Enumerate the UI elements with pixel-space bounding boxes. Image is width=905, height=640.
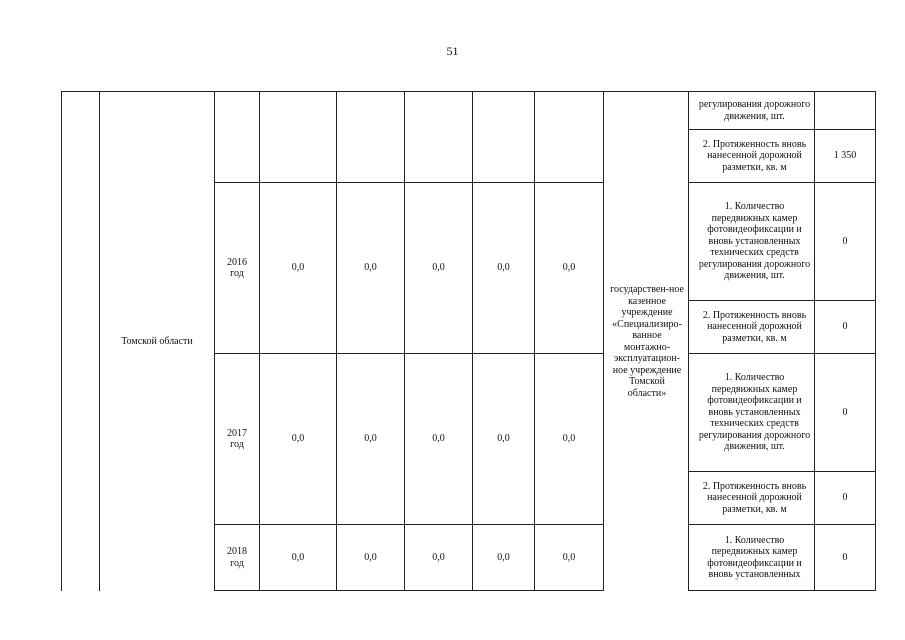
funding-value: 0,0 bbox=[405, 354, 473, 525]
funding-value: 0,0 bbox=[535, 525, 604, 591]
indicator-cell: регулирования дорожного движения, шт. bbox=[689, 92, 815, 130]
year-label: 2016 bbox=[227, 256, 247, 268]
funding-value: 0,0 bbox=[473, 525, 535, 591]
funding-value: 0,0 bbox=[260, 525, 337, 591]
year-cell bbox=[215, 183, 260, 354]
indicator-value-cell: 0 bbox=[815, 301, 876, 354]
indicator-value-cell: 1 350 bbox=[815, 130, 876, 183]
year-cell-empty bbox=[215, 92, 260, 183]
indicator-value-cell: 0 bbox=[815, 354, 876, 472]
year-label: 2018 bbox=[227, 546, 247, 557]
indicator-cell: 2. Протяженность вновь нанесенной дорожной разметки, кв. м bbox=[689, 130, 815, 183]
year-label: 2017 bbox=[227, 427, 247, 439]
funding-value: 0,0 bbox=[535, 354, 604, 525]
indicator-value-cell: 0 bbox=[815, 525, 876, 591]
funding-value: 0,0 bbox=[337, 525, 405, 591]
region-cell: Томской области bbox=[100, 92, 215, 591]
year-suffix: год bbox=[230, 557, 244, 569]
year-suffix: год bbox=[230, 268, 244, 279]
value-cell-empty bbox=[535, 92, 604, 183]
indicator-cell: 1. Количество передвижных камер фотовидеофиксации и вновь установленных технических средств регулирования дорожного движения, шт. bbox=[689, 354, 815, 472]
organization-cell: государствен-ное казенное учреждение «Специализиро-ванное монтажно-эксплуатацион-ное учреждение Томской области» bbox=[604, 92, 689, 591]
program-table bbox=[61, 91, 876, 591]
value-cell-empty bbox=[337, 92, 405, 183]
indicator-value-cell: 0 bbox=[815, 183, 876, 301]
value-cell-empty bbox=[473, 92, 535, 183]
value-cell-empty bbox=[260, 92, 337, 183]
number-cell bbox=[62, 92, 100, 591]
funding-value: 0,0 bbox=[535, 183, 604, 354]
year-cell bbox=[215, 525, 260, 591]
indicator-cell: 1. Количество передвижных камер фотовидеофиксации и вновь установленных bbox=[689, 525, 815, 591]
funding-value: 0,0 bbox=[405, 525, 473, 591]
year-cell bbox=[215, 354, 260, 525]
indicator-value-cell: 0 bbox=[815, 472, 876, 525]
funding-value: 0,0 bbox=[405, 183, 473, 354]
funding-value: 0,0 bbox=[473, 354, 535, 525]
indicator-value-cell bbox=[815, 92, 876, 130]
year-suffix: год bbox=[230, 439, 244, 450]
funding-value: 0,0 bbox=[337, 354, 405, 525]
funding-value: 0,0 bbox=[473, 183, 535, 354]
funding-value: 0,0 bbox=[337, 183, 405, 354]
funding-value: 0,0 bbox=[260, 183, 337, 354]
indicator-cell: 2. Протяженность вновь нанесенной дорожной разметки, кв. м bbox=[689, 472, 815, 525]
indicator-cell: 2. Протяженность вновь нанесенной дорожной разметки, кв. м bbox=[689, 301, 815, 354]
page-number: 51 bbox=[446, 44, 459, 58]
funding-value: 0,0 bbox=[260, 354, 337, 525]
value-cell-empty bbox=[405, 92, 473, 183]
indicator-cell: 1. Количество передвижных камер фотовидеофиксации и вновь установленных технических средств регулирования дорожного движения, шт. bbox=[689, 183, 815, 301]
